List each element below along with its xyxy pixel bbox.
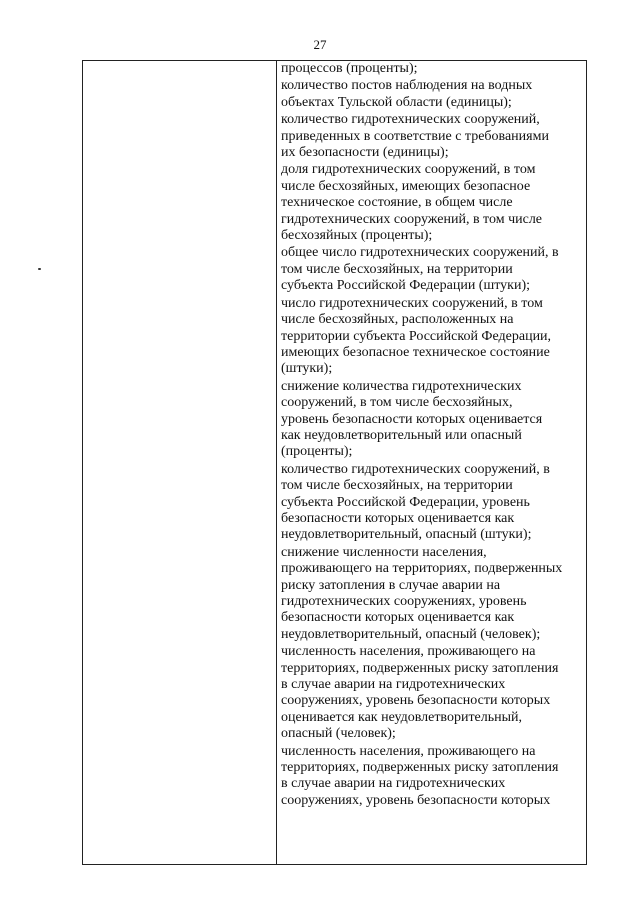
indicator-item: доля гидротехнических сооружений, в том числе бесхозяйных, имеющих безопасное техническое состояние, в общем числе гидротехнических сооружений, в том числе бесхозяйных (проценты); (281, 162, 543, 244)
scan-artifact-dot (38, 268, 41, 270)
indicator-item: снижение количества гидротехнических сооружений, в том числе бесхозяйных, уровень безопасности которых оценивается как неудовлетворительный или опасный (проценты); (281, 378, 543, 460)
table-row (83, 61, 587, 865)
indicator-item: численность населения, проживающего на территориях, подверженных риску затопления в случае аварии на гидротехнических сооружениях, уровень безопасности которых (281, 743, 559, 808)
table-cell-left (83, 61, 277, 865)
indicator-item: количество постов наблюдения на водных объектах Тульской области (единицы); (281, 78, 533, 110)
indicators-table (82, 60, 587, 865)
indicator-item: количество гидротехнических сооружений, в том числе бесхозяйных, на территории субъекта Российской Федерации, уровень безопасности которых оценивается как неудовлетворительный, опасный (штуки); (281, 461, 550, 543)
indicator-item: количество гидротехнических сооружений, приведенных в соответствие с требованиями их безопасности (единицы); (281, 112, 549, 161)
indicator-item: процессов (проценты); (281, 61, 418, 76)
indicator-item: численность населения, проживающего на территориях, подверженных риску затопления в случае аварии на гидротехнических сооружениях, уровень безопасности которых оценивается как неудовлетворительный, опасный (человек); (281, 644, 559, 742)
indicator-item: число гидротехнических сооружений, в том числе бесхозяйных, расположенных на территории субъекта Российской Федерации, имеющих безопасное техническое состояние (штуки); (281, 295, 552, 377)
table-cell-right (277, 61, 587, 865)
indicator-list (277, 61, 586, 809)
indicator-item: снижение численности населения, проживающего на территориях, подверженных риску затопления в случае аварии на гидротехнических сооружениях, уровень безопасности которых оценивается как неудовлетворительный, опасный (человек); (281, 544, 563, 642)
indicator-item: общее число гидротехнических сооружений, в том числе бесхозяйных, на территории субъекта Российской Федерации (штуки); (281, 245, 559, 294)
page-number: 27 (313, 37, 327, 52)
